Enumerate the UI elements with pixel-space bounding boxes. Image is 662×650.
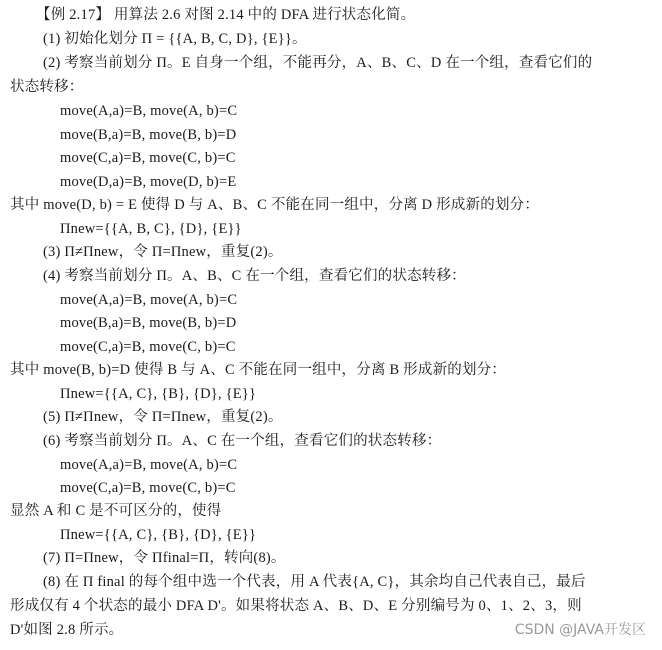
text-line: move(A,a)=B, move(A, b)=C	[60, 103, 238, 119]
text-line: move(C,a)=B, move(C, b)=C	[60, 339, 236, 355]
text-line: 状态转移：	[10, 79, 84, 95]
text-line: Πnew={{A, B, C}, {D}, {E}}	[60, 221, 242, 237]
example-heading: 【例 2.17】 用算法 2.6 对图 2.14 中的 DFA 进行状态化简。	[36, 7, 416, 23]
text-line: (7) Π=Πnew，令 Πfinal=Π，转向(8)。	[43, 550, 286, 566]
csdn-watermark: CSDN @JAVA开发区	[514, 622, 646, 638]
text-line: (8) 在 Π final 的每个组中选一个代表，用 A 代表{A, C}，其余均自己代表自己，最后	[43, 574, 586, 590]
text-line: move(A,a)=B, move(A, b)=C	[60, 457, 238, 473]
text-line: (5) Π≠Πnew，令 Π=Πnew，重复(2)。	[43, 409, 283, 425]
text-line: Πnew={{A, C}, {B}, {D}, {E}}	[60, 527, 257, 543]
text-line: move(D,a)=B, move(D, b)=E	[60, 174, 237, 190]
text-line: 形成仅有 4 个状态的最小 DFA D'。如果将状态 A、B、D、E 分别编号为 0、1、2、3，则	[10, 598, 582, 614]
text-line: move(B,a)=B, move(B, b)=D	[60, 127, 237, 143]
text-line: 显然 A 和 C 是不可区分的，使得	[10, 503, 222, 519]
text-line: (3) Π≠Πnew，令 Π=Πnew，重复(2)。	[43, 244, 283, 260]
text-line: (6) 考察当前划分 Π。A、C 在一个组，查看它们的状态转移：	[43, 433, 442, 449]
text-line: move(A,a)=B, move(A, b)=C	[60, 292, 238, 308]
text-line: (4) 考察当前划分 Π。A、B、C 在一个组，查看它们的状态转移：	[43, 268, 466, 284]
text-line: move(C,a)=B, move(C, b)=C	[60, 150, 236, 166]
text-line: (1) 初始化划分 Π = {{A, B, C, D}, {E}}。	[43, 31, 307, 47]
text-line: move(B,a)=B, move(B, b)=D	[60, 315, 237, 331]
text-line: 其中 move(D, b) = E 使得 D 与 A、B、C 不能在同一组中，分离 D 形成新的划分：	[10, 197, 540, 213]
text-line: move(C,a)=B, move(C, b)=C	[60, 480, 236, 496]
text-line: Πnew={{A, C}, {B}, {D}, {E}}	[60, 386, 257, 402]
text-line: 其中 move(B, b)=D 使得 B 与 A、C 不能在同一组中，分离 B 形成新的划分：	[10, 362, 507, 378]
text-line: (2) 考察当前划分 Π。E 自身一个组，不能再分，A、B、C、D 在一个组，查看它们的	[43, 55, 593, 71]
text-line: D'如图 2.8 所示。	[10, 622, 124, 638]
